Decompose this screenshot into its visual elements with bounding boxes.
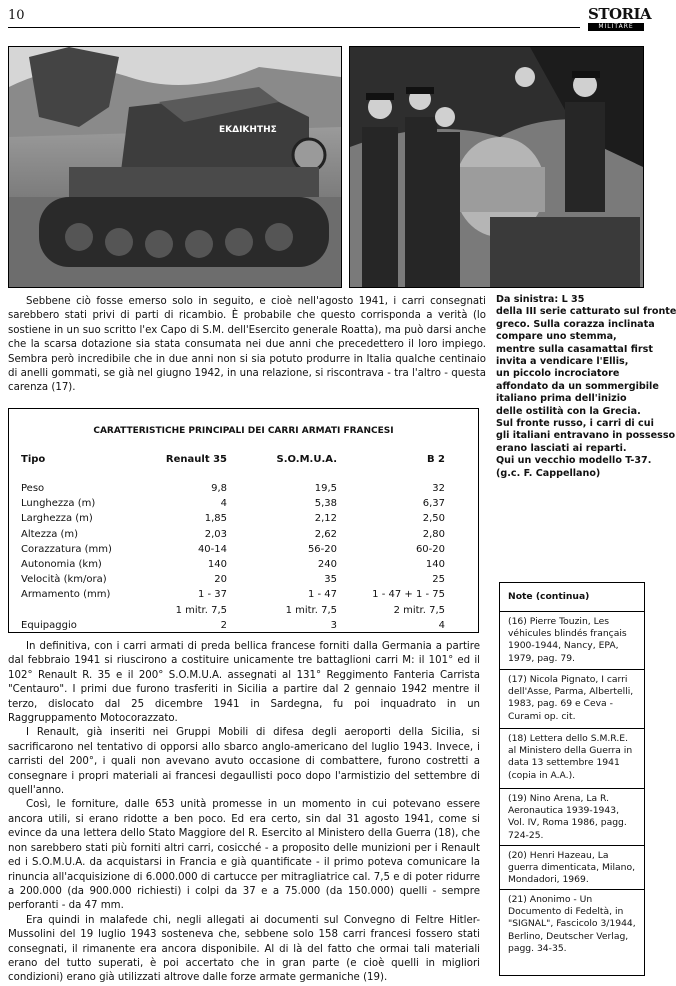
page-number: 10 [8, 8, 25, 23]
note-item: (18) Lettera dello S.M.R.E. al Ministero della Guerra in data 13 settembre 1941 (copia in A.A.). [508, 733, 633, 781]
main-text [8, 640, 480, 986]
table-cell: 1 mitr. 7,5 [175, 604, 227, 616]
caption-line: invita a vendicare l'Ellis, [496, 356, 629, 368]
notes-divider [500, 728, 644, 729]
table-cell: 240 [317, 559, 337, 571]
table-cell: 2,12 [314, 513, 337, 525]
notes-box [499, 582, 645, 976]
table-row [21, 527, 445, 542]
table-cell: 6,37 [422, 498, 445, 510]
table-header-row [21, 454, 445, 481]
table-cell: Autonomia (km) [21, 559, 102, 571]
notes-divider [500, 845, 644, 846]
table-cell: 32 [432, 483, 445, 495]
table-cell: 4 [220, 498, 227, 510]
table-cell: 3 [330, 619, 337, 631]
notes-divider [500, 889, 644, 890]
table-cell: 2 mitr. 7,5 [393, 604, 445, 616]
body-paragraph: Così, le forniture, dalle 653 unità promesse in un momento in cui potevano essere ancora utili, si erano ridotte a ben poco. Ed era certo, sin dal 31 agosto 1941, come si evince da una lettera dello Stato Maggiore del R. Esercito al Ministero della Guerra (18), che non sarebbero stati più forniti altri carri, cosicché - a proposito delle munizioni per i Renault ed i S.O.M.U.A. da acquistarsi in Francia e già quantificate - il primo poteva comunicare la rinuncia all'acquisizione di 6.000.000 di cartucce per mitragliatrice cal. 7,5 e di poter ridurre a 200.000 (da 900.000 richiesti) i colpi da 37 e a 75.000 (da 150.000) quelli - sempre perforanti - da 47 mm. [8, 799, 480, 912]
table-row [21, 511, 445, 526]
table-row [21, 618, 445, 633]
intro-paragraph: Sebbene ciò fosse emerso solo in seguito, e cioè nell'agosto 1941, i carri consegnati sarebbero stati privi di parti di ricambio. È probabile che questo corrisponda a verità (lo sostiene in un suo scritto l'ex Capo di S.M. dell'Esercito generale Roatta), ma può darsi anche che la scarsa dotazione sia stata consumata nei due anni che precedettero il loro impiego. Sembra però incredibile che in due anni non si sia potuto produrre in Italia qualche centinaio di anelli gommati, se già nel giugno 1942, in una relazione, si riscontrava - tra l'altro - questa carenza (17). [8, 296, 486, 394]
caption-line: un piccolo incrociatore [496, 368, 620, 380]
caption-line: mentre sulla casamattaI first [496, 343, 653, 355]
table-title: CARATTERISTICHE PRINCIPALI DEI CARRI ARMATI FRANCESI [93, 426, 394, 436]
table-cell: 40-14 [197, 543, 227, 555]
table-cell: Armamento (mm) [21, 589, 111, 601]
note-item: (19) Nino Arena, La R. Aeronautica 1939-1943, Vol. IV, Roma 1986, pagg. 724-25. [508, 793, 627, 841]
logo-sub: MILITARE [588, 23, 644, 31]
tank-inscription: ΕΚΔΙΚΗΤΗΣ [219, 125, 277, 135]
table-header: S.O.M.U.A. [276, 454, 337, 465]
caption-line: delle ostilità con la Grecia. [496, 405, 641, 417]
table-cell: Velocità (km/ora) [21, 574, 107, 586]
table-cell: 1,85 [204, 513, 227, 525]
table-cell: 25 [432, 574, 445, 586]
table-cell: 56-20 [307, 543, 337, 555]
table-cell: Equipaggio [21, 619, 77, 631]
table-row [21, 603, 445, 618]
table-row [21, 481, 445, 496]
table-cell: 2,62 [314, 528, 337, 540]
notes-divider [500, 788, 644, 789]
table-cell: 2,03 [204, 528, 227, 540]
table-cell: 140 [207, 559, 227, 571]
note-item: (20) Henri Hazeau, La guerra dimenticata, Milano, Mondadori, 1969. [508, 850, 635, 886]
intro-text [8, 295, 486, 396]
table-cell: 1 mitr. 7,5 [285, 604, 337, 616]
table-row [21, 542, 445, 557]
logo-main: STORIA [588, 5, 652, 23]
header-rule [8, 27, 580, 28]
photo-soldiers-t37 [349, 46, 644, 288]
caption-line: compare uno stemma, [496, 331, 617, 343]
notes-title: Note (continua) [508, 591, 590, 602]
table-cell: Altezza (m) [21, 528, 79, 540]
caption-line: italiano prima dell'inizio [496, 393, 627, 405]
table-cell: Peso [21, 483, 45, 495]
table-cell: Lunghezza (m) [21, 498, 96, 510]
table-cell: 140 [425, 559, 445, 571]
table-row [21, 557, 445, 572]
photo-captured-tank [8, 46, 342, 288]
table-cell: 4 [438, 619, 445, 631]
table-cell: 1 - 47 [307, 589, 337, 601]
table-cell: 2,80 [422, 528, 445, 540]
table-cell: 1 - 37 [197, 589, 227, 601]
photo-caption [496, 294, 676, 480]
table-header: Renault 35 [165, 454, 227, 465]
table-row [21, 587, 445, 602]
body-paragraph: In definitiva, con i carri armati di preda bellica francese forniti dalla Germania a partire dal febbraio 1941 si riuscirono a costituire unicamente tre battaglioni carri M: il 101° ed il 102° Renault R. 35 e il 200° S.O.M.U.A. assegnati al 131° Reggimento Fanteria Carrista "Centauro". I primi due furono trasferiti in Sicilia a partire dal 2 gennaio 1942 mentre il terzo, dislocato dal 25 dicembre 1941 in Sardegna, fu poi inquadrato in un Raggruppamento Motocorazzato. [8, 641, 480, 725]
table-header: Tipo [21, 454, 46, 465]
table-cell: 35 [324, 574, 337, 586]
table-cell: 2 [220, 619, 227, 631]
table-cell: 9,8 [211, 483, 227, 495]
table-cell: 5,38 [314, 498, 337, 510]
note-item: (16) Pierre Touzin, Les véhicules blindés français 1900-1944, Nancy, EPA, 1979, pag. 79. [508, 616, 627, 664]
caption-line: Sul fronte russo, i carri di cui [496, 418, 654, 430]
caption-line: affondato da un sommergibile [496, 380, 659, 392]
table-cell: 60-20 [415, 543, 445, 555]
body-paragraph: Era quindi in malafede chi, negli allegati ai documenti sul Convegno di Feltre Hitler-Mussolini del 19 luglio 1943 sosteneva che, sebbene solo 158 carri francesi fossero stati consegnati, il rimanente era ancora disponibile. Al di là del fatto che ormai tali materiali erano del tutto superati, è poi accertato che in gran parte (e cioè quelli in migliori condizioni) erano già utilizzati altrove dalle forze armate germaniche (19). [8, 914, 480, 984]
caption-line: gli italiani entravano in possesso [496, 430, 676, 442]
note-item: (17) Nicola Pignato, I carri dell'Asse, Parma, Albertelli, 1983, pag. 69 e Ceva - Curami op. cit. [508, 674, 634, 722]
table-header: B 2 [426, 454, 445, 465]
body-paragraph: I Renault, già inseriti nei Gruppi Mobili di difesa degli aeroporti della Sicilia, si sacrificarono nel tentativo di opporsi allo sbarco anglo-americano del luglio 1943. Invece, i carristi del 200°, i quali non avevano avuto occasione di combattere, furono costretti a consegnare i propri materiali ai francesi degaullisti poco dopo l'armistizio del settembre di quell'anno. [8, 727, 480, 797]
caption-line: greco. Sulla corazza inclinata [496, 318, 655, 330]
caption-line: erano lasciati ai reparti. [496, 442, 627, 454]
table-row [21, 496, 445, 511]
magazine-logo [588, 5, 652, 30]
caption-line: della III serie catturato sul fronte [496, 306, 676, 318]
table-cell: 2,50 [422, 513, 445, 525]
table-cell: 20 [214, 574, 227, 586]
table-row [21, 572, 445, 587]
caption-line: Qui un vecchio modello T-37. [496, 455, 652, 467]
caption-line: Da sinistra: L 35 [496, 294, 585, 305]
notes-divider [500, 611, 644, 612]
table-grid [21, 454, 445, 633]
note-item: (21) Anonimo - Un Documento di Fedeltà, in "SIGNAL", Fascicolo 3/1944, Berlino, Deutscher Verlag, pagg. 34-35. [508, 894, 636, 954]
characteristics-table [8, 408, 479, 633]
table-cell: Corazzatura (mm) [21, 543, 112, 555]
notes-divider [500, 669, 644, 670]
table-cell: 1 - 47 + 1 - 75 [372, 589, 445, 601]
caption-line: (g.c. F. Cappellano) [496, 467, 601, 479]
table-cell: 19,5 [314, 483, 337, 495]
table-cell: Larghezza (m) [21, 513, 93, 525]
table-cell [21, 603, 153, 618]
